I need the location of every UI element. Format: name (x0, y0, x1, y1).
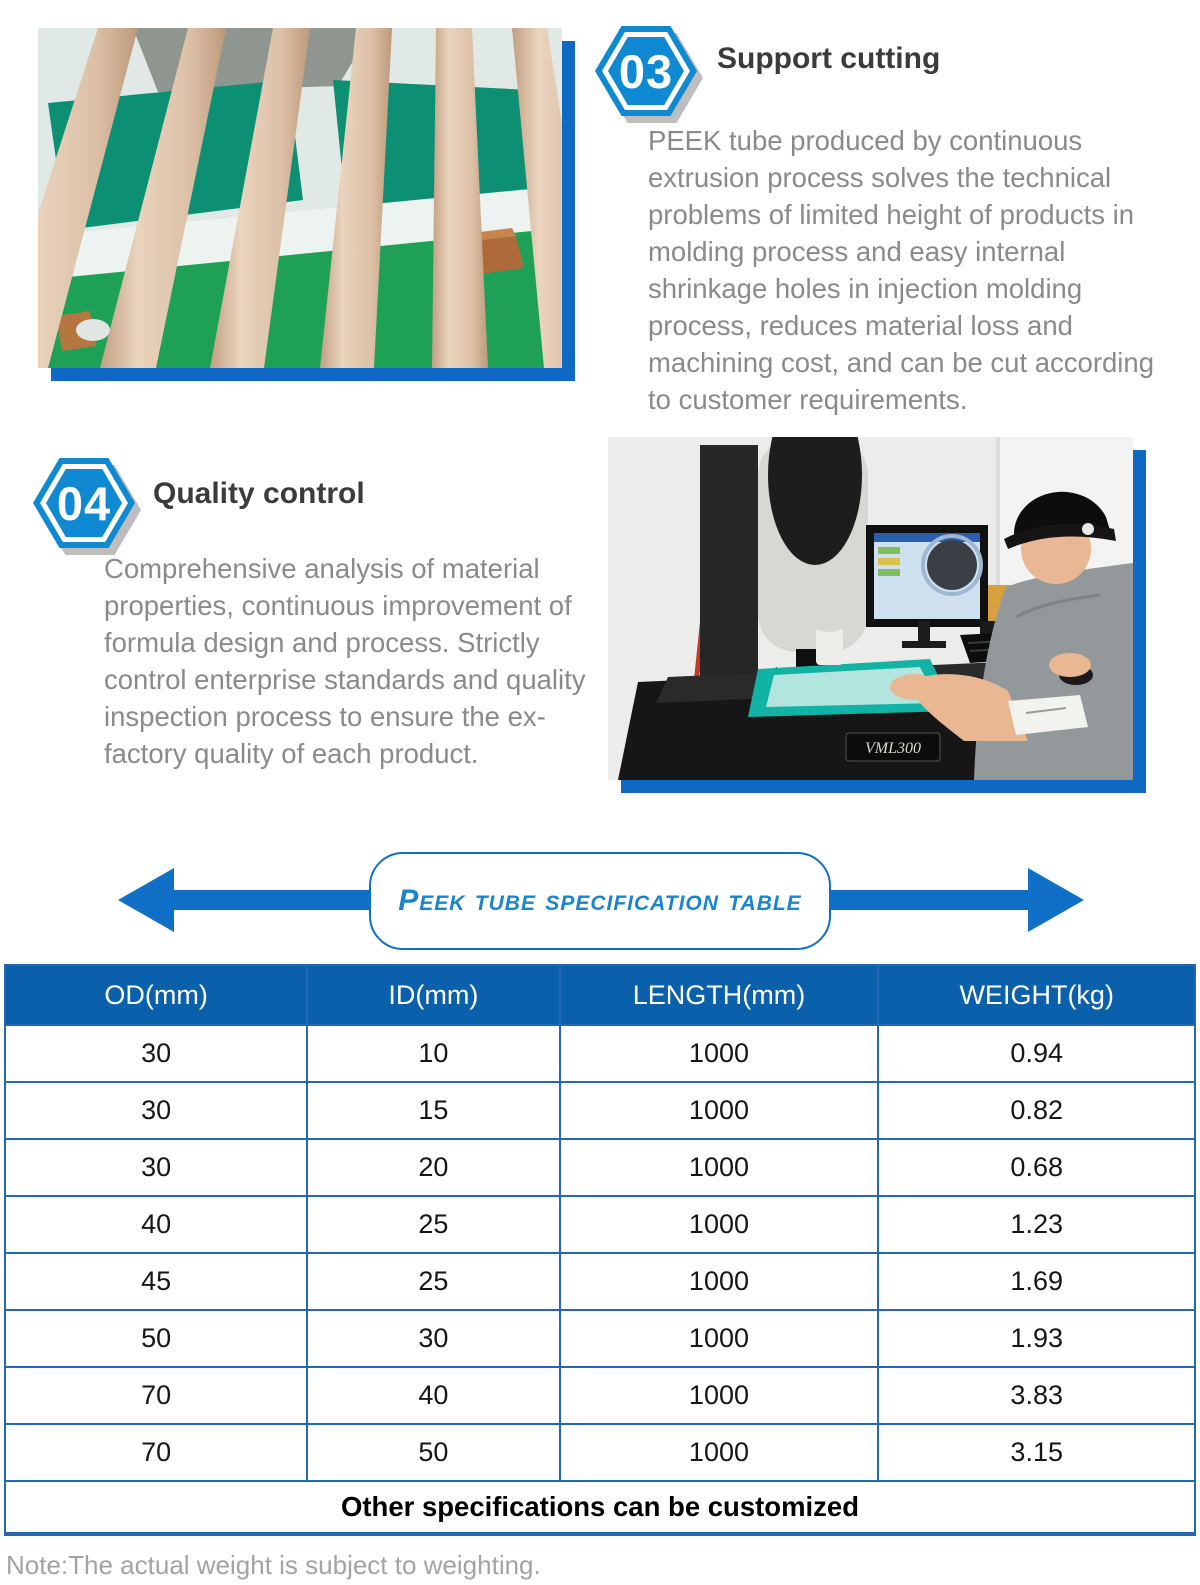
table-row (5, 1082, 1195, 1139)
table-row (5, 1025, 1195, 1082)
table-cell: 50 (307, 1424, 559, 1481)
table-cell: 0.68 (878, 1139, 1195, 1196)
banner-title: Peek tube specification table (398, 884, 802, 917)
step4-description: Comprehensive analysis of material properties, continuous improvement of formula design and process. Strictly control enterprise standards and quality inspection process to ensure the ex-factory quality of each product. (104, 553, 586, 769)
step-number: 04 (56, 476, 112, 530)
step3-title: Support cutting (717, 42, 941, 75)
table-cell: 40 (307, 1367, 559, 1424)
machine-nameplate: VML300 (865, 740, 921, 757)
quality-inspection-photo (608, 437, 1133, 780)
table-cell: 50 (5, 1310, 307, 1367)
table-cell: 1000 (560, 1025, 879, 1082)
table-row (5, 1310, 1195, 1367)
hexagon-03-icon (595, 26, 697, 116)
table-cell: 40 (5, 1196, 307, 1253)
table-cell: 25 (307, 1196, 559, 1253)
table-cell: 30 (5, 1139, 307, 1196)
spec-table (4, 964, 1196, 1536)
table-cell: 25 (307, 1253, 559, 1310)
table-cell: 3.83 (878, 1367, 1195, 1424)
banner-pill (369, 852, 831, 950)
table-cell: 1000 (560, 1196, 879, 1253)
table-cell: 1000 (560, 1367, 879, 1424)
table-footer-cell: Other specifications can be customized (5, 1481, 1195, 1534)
col-header-od: OD(mm) (5, 965, 307, 1025)
spec-banner (0, 848, 1200, 952)
peek-tubes-photo (38, 28, 562, 368)
table-cell: 10 (307, 1025, 559, 1082)
table-cell: 1.69 (878, 1253, 1195, 1310)
step3-description: PEEK tube produced by continuous extrusion process solves the technical problems of limited height of products in molding process and easy internal shrinkage holes in injection molding process, reduces material loss and machining cost, and can be cut according to customer requirements. (648, 125, 1154, 415)
table-cell: 1000 (560, 1310, 879, 1367)
table-footer-row (5, 1481, 1195, 1534)
weight-footnote: Note:The actual weight is subject to weighting. (6, 1550, 541, 1580)
banner-arrow-right-icon (1028, 868, 1084, 932)
col-header-length: LENGTH(mm) (560, 965, 879, 1025)
table-cell: 15 (307, 1082, 559, 1139)
table-row (5, 1253, 1195, 1310)
col-header-weight: WEIGHT(kg) (878, 965, 1195, 1025)
table-cell: 30 (5, 1082, 307, 1139)
table-cell: 0.82 (878, 1082, 1195, 1139)
table-cell: 3.15 (878, 1424, 1195, 1481)
quality-inspection-illustration (608, 437, 1133, 780)
hexagon-04-icon (33, 458, 135, 548)
table-cell: 1.93 (878, 1310, 1195, 1367)
peek-tubes-illustration (38, 28, 562, 368)
table-row (5, 1196, 1195, 1253)
table-cell: 1000 (560, 1424, 879, 1481)
table-cell: 30 (5, 1025, 307, 1082)
table-cell: 30 (307, 1310, 559, 1367)
table-cell: 1000 (560, 1253, 879, 1310)
table-cell: 45 (5, 1253, 307, 1310)
table-row (5, 1367, 1195, 1424)
table-cell: 20 (307, 1139, 559, 1196)
table-cell: 1000 (560, 1082, 879, 1139)
table-header-row (5, 965, 1195, 1025)
table-cell: 0.94 (878, 1025, 1195, 1082)
table-row (5, 1424, 1195, 1481)
banner-arrow-left-icon (118, 868, 174, 932)
step4-title: Quality control (153, 477, 365, 510)
table-cell: 1000 (560, 1139, 879, 1196)
step-number: 03 (618, 44, 674, 98)
table-cell: 70 (5, 1367, 307, 1424)
spec-table-wrapper (4, 964, 1196, 1536)
table-row (5, 1139, 1195, 1196)
table-cell: 70 (5, 1424, 307, 1481)
col-header-id: ID(mm) (307, 965, 559, 1025)
table-cell: 1.23 (878, 1196, 1195, 1253)
